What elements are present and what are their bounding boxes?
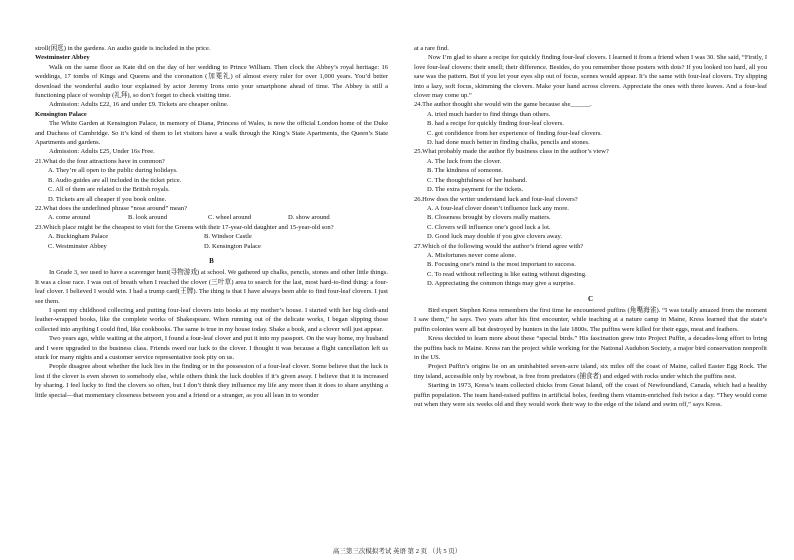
section-c-heading: C: [587, 294, 594, 303]
westminster-body: Walk on the same floor as Kate did on the day of her wedding to Prince William. Then clock the Abbey’s royal heritage: 16 weddings, 17 tombs of Kings and Queens and the coronation (加冕礼) of almost every ruler for over 1,000 years. You’d better download the wonderful audio tour explained by actor Jeremy Irons onto your smartphone ahead of time. The Abbey is still a functioning place of worship (礼拜), so don’t forget to check visiting time.: [35, 63, 388, 100]
q21-option-b: B. Audio guides are all included in the ticket price.: [48, 176, 182, 184]
q27-option-c: C. To read without reflecting is like eating without digesting.: [427, 270, 587, 278]
right-column: [414, 44, 767, 409]
question-25: 25.What probably made the author fly business class in the author’s view?: [414, 148, 609, 156]
q27-option-a: A. Misfortunes never come alone.: [427, 251, 517, 259]
q26-option-d: D. Good luck may double if you give clovers away.: [427, 233, 563, 241]
q23-option-c: C. Westminster Abbey: [48, 242, 107, 250]
q27-option-d: D. Appreciating the common things may give a surprise.: [427, 280, 576, 288]
westminster-admission: Admission: Adults £22, 16 and under £9. Tickets are cheaper online.: [49, 101, 229, 109]
passage-b-paragraph: People disagree about whether the luck lies in the finding or in the possession of a four-leaf clover. Some believe that the luck is lost if the clover is even shown to somebody else, while others think the luck doubles if it’s given away. I believe that it is increased by sharing. I feel lucky to find the clovers so often, but I don’t think they influence my life any more than it does to share anything a little special—that momentary closeness between you and a friend or a stranger, as you all lean in to wonder: [35, 363, 388, 399]
question-27: 27.Which of the following would the author’s friend agree with?: [414, 242, 584, 250]
passage-b-paragraph: In Grade 3, we used to have a scavenger hunt(寻物游戏) at school. We gathered up chalks, pencils, stones and other little things. It was a close race. I was out of breath when I reached the clover (三叶草) area to search for the last, most hard-to-find thing: a four-leaf clover. I believed I would win. I had a trump card(王牌). The thing is that I have always been able to find four-leaf clovers. I just see them.: [35, 269, 388, 305]
q25-option-a: A. The luck from the clover.: [427, 157, 502, 165]
q26-option-a: A. A four-leaf clover doesn’t influence luck any more.: [427, 204, 569, 212]
passage-c-paragraph: Starting in 1973, Kress’s team collected chicks from Great Island, off the coast of Newfoundland, Canada, which had a healthy puffin population. The team hand-raised puffins in artificial holes, feeding them vitamin-enriched fish twice a day. “They would come out when they were six weeks old and they would work their way to the edge of the island and swim off,” says Kress.: [414, 382, 767, 409]
question-24: 24.The author thought she would win the game because she______.: [414, 101, 592, 109]
q21-option-a: A. They’re all open to the public during holidays.: [48, 167, 178, 175]
q22-option-d: D. show around: [288, 214, 330, 222]
question-23: 23.Which place might be the cheapest to visit for the Greens with their 17-year-old daughter and 15-year-old son?: [35, 223, 334, 231]
passage-b-paragraph: I spent my childhood collecting and putting four-leaf clovers into books at my mother’s house. I started with her big cloth-and leather-wrapped books, like the complete works of Shakespeare. When running out of the delicate works, I began slipping those collected into anything I could find, like cookbooks. The same is true in my house today. Shake a book, and a clover will just appear.: [35, 306, 388, 333]
kensington-body: The White Garden at Kensington Palace, in memory of Diana, Princess of Wales, is now the official London home of the Duke and Duchess of Cambridge. So it’s kind of them to let visitors have a walk through the King’s State Apartments, the Queen’s State Apartments and gardens.: [35, 120, 388, 147]
westminster-heading: Westminster Abbey: [35, 54, 90, 62]
q23-option-b: B. Windsor Castle: [204, 233, 252, 241]
q21-option-c: C. All of them are related to the British royals.: [48, 186, 170, 194]
q25-option-d: D. The extra payment for the tickets.: [427, 186, 524, 194]
q24-option-a: A. tried much harder to find things than others.: [427, 110, 551, 118]
passage-b-paragraph: Now I’m glad to share a recipe for quickly finding four-leaf clovers. I learned it from a friend when I was 30. She said, “Firstly, I love four-leaf clovers: their smell; their difference. Besides, do you remember those posters with dots? If you looked too hard, all you saw was the pattern. But if you let your eyes slip out of focus, scenes would appear. It’s the same with four-leaf clovers. Try slipping into a lazy, soft focus, skimming the clovers. Make your hand across clovers. Appreciate the ones with three leaves. And a four-leaf clover may come up.”: [414, 54, 767, 100]
q26-option-c: C. Clovers will influence one’s good luck a lot.: [427, 223, 551, 231]
passage-b-continuation: at a rare find.: [414, 45, 449, 52]
q25-option-c: C. The thoughtfulness of her husband.: [427, 176, 528, 184]
passage-c-paragraph: Project Puffin’s origins lie on an uninhabited seven-acre island, six miles off the coast of Maine, called Easter Egg Rock. The tiny island, accessible only by rowboat, is free from predators (捕食者) and edged with rocks under which the puffins nest.: [414, 363, 767, 380]
q23-options-row2: [35, 242, 388, 251]
q24-option-c: C. got confidence from her experience of finding four-leaf clovers.: [427, 129, 602, 137]
passage-c-paragraph: Bird expert Stephen Kress remembers the first time he encountered puffins (角嘴海雀). “I was totally amazed from the moment I saw them,” he says. Two years after his first encounter, while teaching at a nature camp in Maine, Kress learned that the state’s puffin colonies were all but destroyed by hunters in the late 1800s. The puffins were killed for their eggs, meat and feathers.: [414, 306, 767, 333]
q23-options-row1: [35, 232, 388, 241]
page-footer: 高三第三次模拟考试 英语 第 2 页 （共 5 页）: [332, 548, 462, 555]
intro-text: stroll(闲逛) in the gardens. An audio guide is included in the price.: [35, 45, 211, 52]
q22-options: [35, 213, 388, 222]
question-22: 22.What does the underlined phrase “nose around” mean?: [35, 204, 187, 212]
q27-option-b: B. Focusing one’s mind is the most important to success.: [427, 261, 576, 269]
q22-option-b: B. look around: [128, 214, 168, 222]
passage-c-paragraph: Kress decided to learn more about these “special birds.” His fascination grew into Project Puffin, a decades-long effort to bring the puffins back to Maine. Kress ran the project while working for the National Audubon Society, a major bird conservation nonprofit in the US.: [414, 335, 767, 361]
q22-option-c: C. wheel around: [208, 214, 252, 222]
q26-option-b: B. Closeness brought by clovers really matters.: [427, 214, 551, 222]
left-column: [35, 44, 388, 400]
kensington-admission: Admission: Adults £25, Under 16s Free.: [49, 148, 155, 156]
q23-option-a: A. Buckingham Palace: [48, 233, 109, 241]
q22-option-a: A. come around: [48, 214, 90, 222]
q21-option-d: D. Tickets are all cheaper if you book online.: [48, 195, 167, 203]
kensington-heading: Kensington Palace: [35, 110, 87, 118]
question-26: 26.How does the writer understand luck and four-leaf clovers?: [414, 195, 578, 203]
question-21: 21.What do the four attractions have in common?: [35, 157, 165, 165]
q24-option-d: D. had done much better in finding chalks, pencils and stones.: [427, 139, 590, 147]
q25-option-b: B. The kindness of someone.: [427, 167, 503, 175]
q24-option-b: B. had a recipe for quickly finding four-leaf clovers.: [427, 120, 564, 128]
section-b-heading: B: [209, 256, 214, 265]
q23-option-d: D. Kensington Palace: [204, 242, 261, 250]
passage-b-paragraph: Two years ago, while waiting at the airport, I found a four-leaf clover and put it into my passport. On the way home, my husband and I were upgraded to the business class. Friends owed our luck to the clover. I thought it was because a flight cancellation left us stuck for many nights and a customer service representative took pity on us.: [35, 335, 388, 361]
